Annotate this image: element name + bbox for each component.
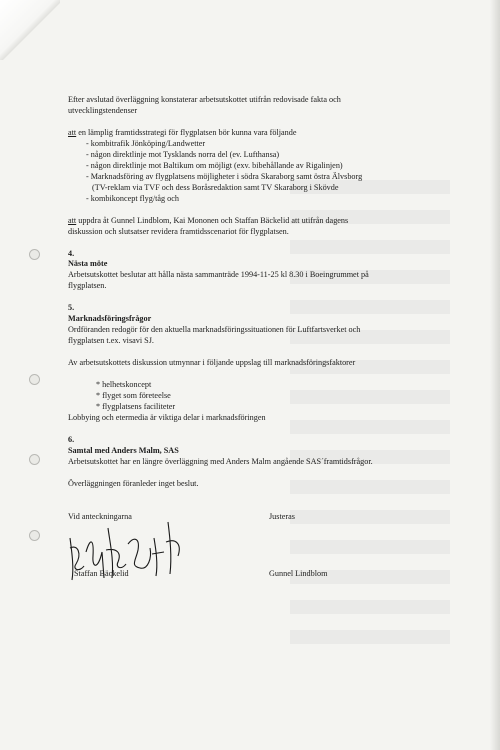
right-signature-label: Justeras: [269, 512, 295, 521]
intro-line: utvecklingstendenser: [68, 106, 138, 115]
strategy-item: - någon direktlinje mot Tysklands norra del (ev. Lufthansa): [86, 150, 280, 159]
section-text: flygplatsen t.ex. visavi SJ.: [68, 336, 154, 345]
page-edge-shadow: [490, 0, 500, 750]
strategy-intro: [68, 128, 297, 139]
att-keyword: att: [68, 128, 77, 137]
section-text: flygplatsen.: [68, 281, 107, 290]
punch-hole: [29, 530, 40, 541]
factor-item: * flyget som företeelse: [96, 391, 171, 400]
strategy-item: - kombikoncept flyg/tåg och: [86, 194, 179, 203]
section-text: Ordföranden redogör för den aktuella marknadsföringssituationen för Luftfartsverket och: [68, 325, 361, 334]
strategy-item: (TV-reklam via TVF och dess Boråsredaktion samt TV Skaraborg i Skövde: [92, 183, 339, 192]
left-signature-label: Vid anteckningarna: [68, 512, 132, 521]
section-number: 4.: [68, 249, 75, 258]
section-text: Överläggningen föranleder inget beslut.: [68, 479, 199, 488]
strategy-item: - kombitrafik Jönköping/Landwetter: [86, 139, 206, 148]
strategy-item: - Marknadsföring av flygplatsens möjligheter i södra Skaraborg samt östra Älvsborg: [86, 172, 363, 181]
section-heading: Nästa möte: [68, 259, 108, 268]
punch-hole: [29, 249, 40, 260]
right-signatory-name: Gunnel Lindblom: [269, 569, 328, 578]
section-text: Lobbying och etermedia är viktiga delar i marknadsföringen: [68, 413, 266, 422]
page-curl: [0, 0, 60, 60]
section-text: Arbetsutskottet beslutar att hålla nästa sammanträde 1994-11-25 kl 8.30 i Boeingrummet på: [68, 270, 369, 279]
section-heading: Marknadsföringsfrågor: [68, 314, 152, 323]
factor-item: * helhetskoncept: [96, 380, 152, 389]
section-number: 5.: [68, 303, 75, 312]
att-keyword: att: [68, 216, 77, 225]
factor-item: * flygplatsens faciliteter: [96, 402, 176, 411]
handwritten-signature: [60, 508, 200, 588]
bleed-through-pattern: [290, 180, 450, 650]
section-number: 6.: [68, 435, 75, 444]
intro-line: Efter avslutad överläggning konstaterar arbetsutskottet utifrån redovisade fakta och: [68, 95, 341, 104]
assignment-text: uppdra åt Gunnel Lindblom, Kai Mononen och Staffan Bäckelid att utifrån dagens: [76, 216, 349, 225]
strategy-intro-text: en lämplig framtidsstrategi för flygplatsen bör kunna vara följande: [76, 128, 297, 137]
section-heading: Samtal med Anders Malm, SAS: [68, 446, 179, 455]
assignment-line: diskussion och slutsatser revidera framtidsscenariot för flygplatsen.: [68, 227, 289, 236]
strategy-item: - någon direktlinje mot Baltikum om möjligt (exv. bibehållande av Rigalinjen): [86, 161, 343, 170]
section-text: Av arbetsutskottets diskussion utmynnar i följande uppslag till marknadsföringsfaktorer: [68, 358, 356, 367]
left-signatory-name: Staffan Bäckelid: [74, 569, 129, 578]
assignment-line: [68, 216, 348, 227]
punch-hole: [29, 454, 40, 465]
section-text: Arbetsutskottet har en längre överläggning med Anders Malm angående SAS´framtidsfrågor.: [68, 457, 373, 466]
punch-hole: [29, 374, 40, 385]
